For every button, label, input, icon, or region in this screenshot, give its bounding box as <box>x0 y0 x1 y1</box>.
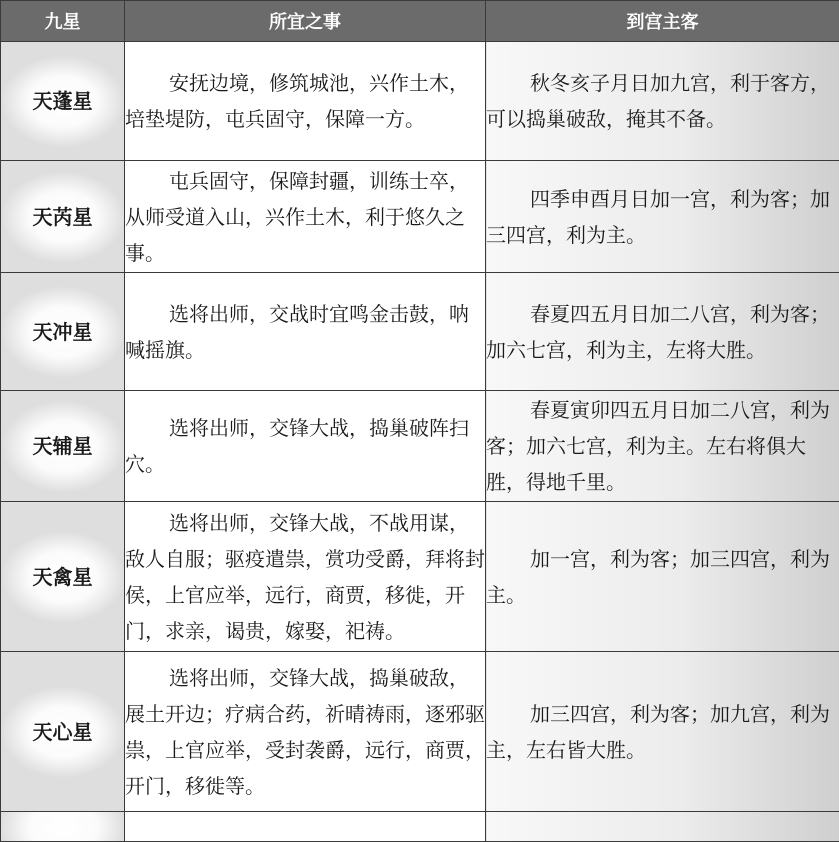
header-purpose: 所宜之事 <box>125 1 486 42</box>
arrive-cell: 加三四宫，利为客；加九宫，利为主，左右皆大胜。 <box>486 652 839 812</box>
header-star: 九星 <box>1 1 125 42</box>
purpose-cell: 选将出师，交锋大战，捣巢破阵扫穴。 <box>125 391 486 502</box>
star-name: 天心星 <box>1 652 125 812</box>
purpose-cell: 安抚边境，修筑城池，兴作土木，培垫堤防，屯兵固守，保障一方。 <box>125 42 486 161</box>
header-arrive: 到宫主客 <box>486 1 839 42</box>
purpose-cell: 选将出师，交战时宜鸣金击鼓，呐喊摇旗。 <box>125 273 486 391</box>
star-name <box>1 812 125 842</box>
table-row <box>1 42 839 161</box>
header-row <box>1 1 839 42</box>
arrive-cell <box>486 812 839 842</box>
purpose-cell <box>125 812 486 842</box>
table-row <box>1 502 839 652</box>
arrive-cell: 加一宫，利为客；加三四宫，利为主。 <box>486 502 839 652</box>
table-row <box>1 812 839 842</box>
arrive-cell: 春夏四五月日加二八宫，利为客；加六七宫，利为主，左将大胜。 <box>486 273 839 391</box>
purpose-cell: 选将出师，交锋大战，不战用谋，敌人自服；驱疫遣祟，赏功受爵，拜将封侯，上官应举，远行，商贾，移徙，开门，求亲，谒贵，嫁娶，祀祷。 <box>125 502 486 652</box>
star-name: 天禽星 <box>1 502 125 652</box>
arrive-cell: 秋冬亥子月日加九宫，利于客方，可以捣巢破敌，掩其不备。 <box>486 42 839 161</box>
table-row <box>1 161 839 273</box>
star-name: 天芮星 <box>1 161 125 273</box>
table-row <box>1 391 839 502</box>
star-name: 天蓬星 <box>1 42 125 161</box>
star-name: 天冲星 <box>1 273 125 391</box>
table-row <box>1 273 839 391</box>
table-row <box>1 652 839 812</box>
purpose-cell: 屯兵固守，保障封疆，训练士卒，从师受道入山，兴作土木，利于悠久之事。 <box>125 161 486 273</box>
purpose-cell: 选将出师，交锋大战，捣巢破敌，展土开边；疗病合药，祈晴祷雨，逐邪驱祟，上官应举，受封袭爵，远行，商贾，开门，移徙等。 <box>125 652 486 812</box>
star-name: 天辅星 <box>1 391 125 502</box>
arrive-cell: 四季申酉月日加一宫，利为客；加三四宫，利为主。 <box>486 161 839 273</box>
arrive-cell: 春夏寅卯四五月日加二八宫，利为客；加六七宫，利为主。左右将俱大胜，得地千里。 <box>486 391 839 502</box>
